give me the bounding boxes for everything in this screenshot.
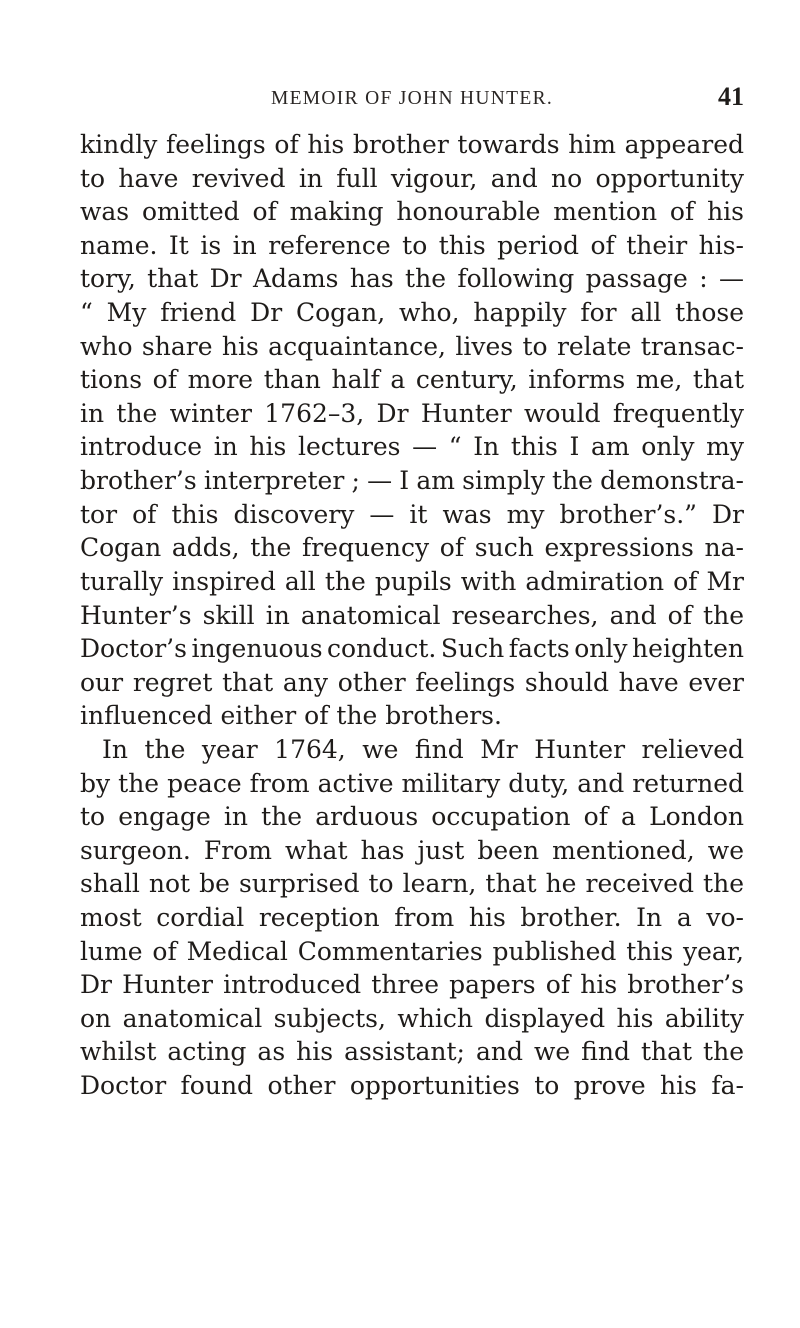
text-line: Hunter’s skill in anatomical researches, and of the [80,600,744,630]
text-line: to have revived in full vigour, and no opportunity [80,163,744,193]
text-line: on anatomical subjects, which displayed his ability [80,1003,744,1033]
text-line: Doctor found other opportunities to prove his fa- [80,1071,744,1101]
text-line: “ My friend Dr Cogan, who, happily for all those [80,298,744,328]
paragraph-start-line: In the year 1764, we find Mr Hunter relieved [102,734,744,764]
body-text [80,128,744,1103]
text-line: lume of Medical Commentaries published this year, [80,936,744,966]
text-line: in the winter 1762–3, Dr Hunter would frequently [80,398,744,428]
text-line: Dr Hunter introduced three papers of his brother’s [80,970,744,1000]
running-head [80,82,744,114]
text-line: whilst acting as his assistant; and we find that the [80,1037,744,1067]
text-line: introduce in his lectures — “ In this I am only my [80,432,744,462]
text-line: Cogan adds, the frequency of such expressions na- [80,533,744,563]
text-line: shall not be surprised to learn, that he received the [80,869,744,899]
text-line: was omitted of making honourable mention of his [80,197,744,227]
text-line: tory, that Dr Adams has the following passage : — [80,264,744,294]
text-line: turally inspired all the pupils with admiration of Mr [80,566,744,596]
running-title: MEMOIR OF JOHN HUNTER. [270,88,554,109]
text-line: brother’s interpreter ; — I am simply the demonstra- [80,466,744,496]
text-line: who share his acquaintance, lives to relate transac- [80,331,744,361]
text-line: most cordial reception from his brother. In a vo- [80,903,744,933]
text-line: our regret that any other feelings should have ever [80,667,744,697]
text-line: tor of this discovery — it was my brother’s.” Dr [80,499,744,529]
text-line: kindly feelings of his brother towards him appeared [80,130,744,159]
text-line: influenced either of the brothers. [80,701,502,731]
text-line: to engage in the arduous occupation of a London [80,802,744,832]
text-line: Doctor’s ingenuous conduct. Such facts only heighten [80,634,744,664]
text-line: tions of more than half a century, informs me, that [80,365,744,395]
text-line: surgeon. From what has just been mentioned, we [80,835,744,865]
page-number: 41 [718,82,744,111]
text-line: by the peace from active military duty, and returned [80,768,744,798]
text-line: name. It is in reference to this period of their his- [80,230,744,260]
